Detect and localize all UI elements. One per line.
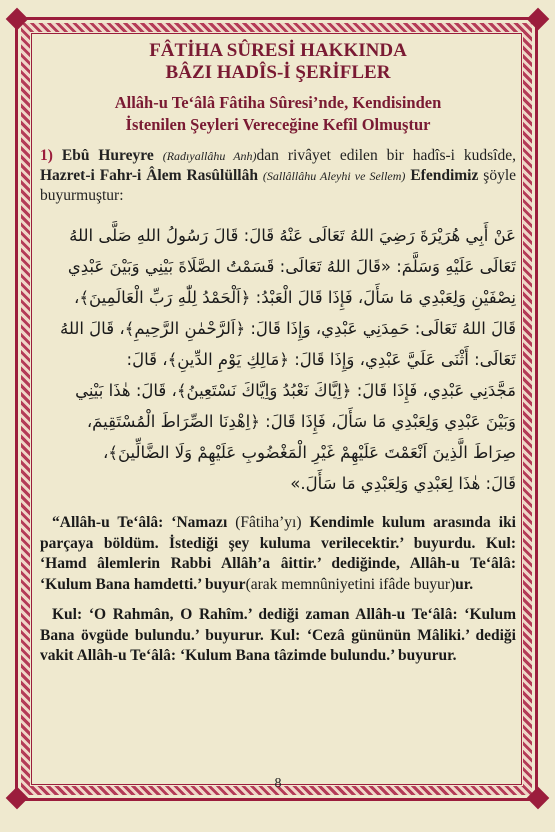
subtitle-line-2: İstenilen Şeyleri Vereceğine Kefîl Olmuştur: [125, 115, 431, 134]
hadis-number: 1): [40, 147, 53, 164]
arabic-line: مَجَّدَنِي عَبْدِي، فَإِذَا قَالَ: ﴿اِيَّاكَ نَعْبُدُ وَاِيَّاكَ نَسْتَعِينُ﴾، قَالَ: هٰذَا بَيْنِي: [75, 381, 516, 400]
translation-text: Kendimle kulum arasında iki parçaya böldüm. İstediği şey kuluma verilecektir.’ buyurdu. Kul: ‘Hamd âlemlerin Rabbi Allâh’a âittir.’ dediğinde, Allâh-u Te‘âlâ: ‘Kulum Bana hamdetti.’ buyur: [40, 514, 516, 593]
arabic-line: عَنْ أَبِي هُرَيْرَةَ رَضِيَ اللهُ تَعَالَى عَنْهُ قَالَ: قَالَ رَسُولُ اللهِ صَلَّى اللهُ: [69, 226, 516, 245]
narrator-honorific: (Radıyallâhu Anh): [162, 149, 257, 163]
subtitle-line-1: Allâh-u Te‘âlâ Fâtiha Sûresi’nde, Kendisinden: [114, 93, 442, 112]
page-title: [40, 40, 516, 84]
hadis-introduction: [40, 146, 516, 206]
efendimiz-word: Efendimiz: [410, 167, 479, 184]
arabic-line: نِصْفَيْنِ وَلِعَبْدِي مَا سَأَلَ، فَإِذَا قَالَ الْعَبْدُ: ﴿اَلْحَمْدُ لِلّٰهِ رَبِّ الْعَالَمِينَ﴾،: [74, 288, 516, 307]
title-line-1: FÂTİHA SÛRESİ HAKKINDA: [149, 40, 407, 61]
page-number: 8: [274, 776, 282, 791]
translation-paragraph-1: [40, 513, 516, 595]
arabic-hadis-text: [40, 220, 516, 499]
arabic-line: صِرَاطَ الَّذِينَ اَنْعَمْتَ عَلَيْهِمْ غَيْرِ الْمَغْضُوبِ عَلَيْهِمْ وَلَا الضَّالِّينَ﴾،: [102, 443, 516, 462]
title-line-2: BÂZI HADÎS-İ ŞERİFLER: [165, 62, 391, 83]
arabic-line: وَبَيْنَ عَبْدِي وَلِعَبْدِي مَا سَأَلَ، فَإِذَا قَالَ: ﴿اِهْدِنَا الصِّرَاطَ الْمُسْتَقِيمَ،: [86, 412, 516, 431]
translation-text: “Allâh-u Te‘âlâ: ‘Namazı: [52, 514, 236, 531]
arabic-line: تَعَالَى عَلَيْهِ وَسَلَّمَ: «قَالَ اللهُ تَعَالَى: قَسَمْتُ الصَّلَاةَ بَيْنِي وَبَيْنَ عَبْدِي: [67, 257, 516, 276]
prophet-honorific: (Sallâllâhu Aleyhi ve Sellem): [262, 169, 406, 183]
section-subtitle: [40, 92, 516, 136]
intro-text-a: dan rivâyet edilen bir hadîs-i kudsîde,: [256, 147, 516, 164]
intro-text-b: şöyle buyurmuştur:: [40, 167, 517, 204]
translation-text: ur.: [455, 575, 474, 593]
prophet-title: Hazret-i Fahr-i Âlem Rasûlüllâh: [40, 167, 258, 184]
translation-paragraph-2: Kul: ‘O Rahmân, O Rahîm.’ dediği zaman Allâh-u Te‘âlâ: ‘Kulum Bana övgüde bulundu.’ buyurur. Kul: ‘Cezâ gününün Mâliki.’ dediği vakit Allâh-u Te‘âlâ: ‘Kulum Bana tâzimde bulundu.’ buyurur.: [40, 606, 516, 664]
arabic-line: قَالَ اللهُ تَعَالَى: حَمِدَنِي عَبْدِي، وَإِذَا قَالَ: ﴿اَلرَّحْمٰنِ الرَّحِيمِ﴾، قَالَ اللهُ: [60, 319, 516, 338]
translation-parenthetical: (arak memnûniyetini ifâde buyur): [245, 575, 456, 593]
arabic-line: قَالَ: هٰذَا لِعَبْدِي وَلِعَبْدِي مَا سَأَلَ.»: [290, 474, 516, 493]
page-content: [40, 40, 517, 791]
translation-parenthetical: (Fâtiha’yı): [235, 514, 302, 531]
narrator-name: Ebû Hureyre: [61, 147, 154, 164]
arabic-line: تَعَالَى: أَثْنَى عَلَيَّ عَبْدِي، وَإِذَا قَالَ: ﴿مَالِكِ يَوْمِ الدِّينِ﴾، قَالَ:: [126, 350, 516, 369]
